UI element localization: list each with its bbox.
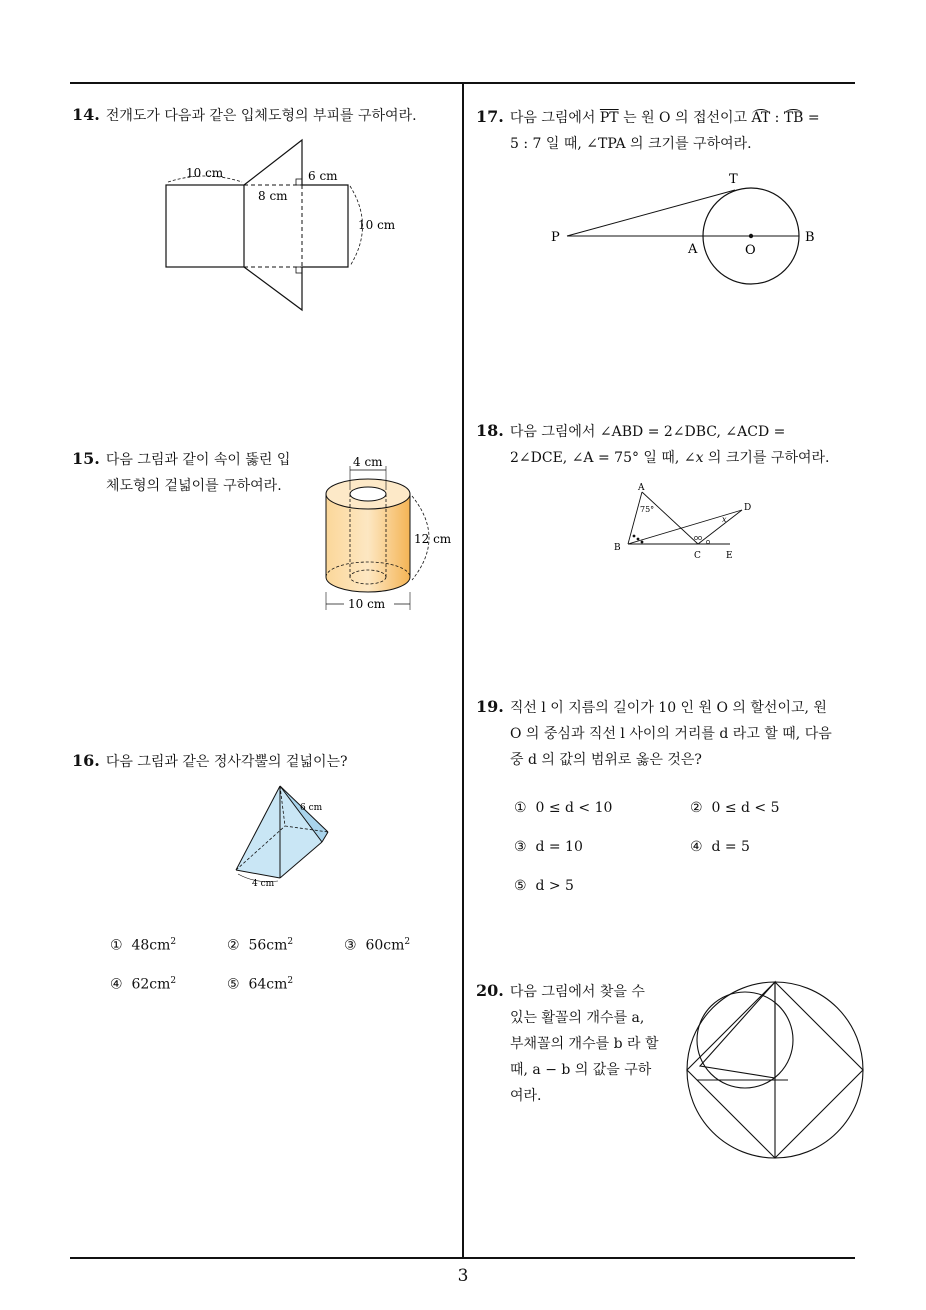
- net-label-right: 6 cm: [308, 169, 338, 183]
- question-text-1a: 다음 그림에서: [509, 110, 600, 126]
- segment-pt: $\overline{PT}$: [599, 110, 619, 126]
- hollow-cylinder-figure: [316, 452, 466, 622]
- triangle-figure: [610, 480, 760, 565]
- tri-label-e: E: [726, 551, 733, 561]
- choice-value: d = 5: [711, 839, 750, 855]
- tri-label-d: D: [744, 503, 752, 513]
- question-text-2: 체도형의 겉넓이를 구하여라.: [106, 478, 282, 494]
- question-text-2b: 의 크기를 구하여라.: [703, 450, 830, 466]
- choice-value: 64cm: [248, 976, 288, 993]
- tangent-pt: [567, 190, 735, 236]
- choice-value: 56cm: [248, 937, 288, 954]
- question-18: [476, 418, 861, 471]
- choice-value: 0 ≤ d < 10: [535, 800, 613, 816]
- choice-mark: ②: [690, 800, 703, 816]
- pyramid-label-edge: 6 cm: [300, 803, 323, 813]
- question-14: [72, 102, 457, 129]
- tri-label-c: C: [694, 551, 701, 561]
- q16-choice-1[interactable]: [110, 937, 176, 954]
- choice-mark: ④: [110, 976, 123, 993]
- question-text-2: 5 : 7 일 때, ∠TPA 의 크기를 구하여라.: [510, 136, 752, 152]
- choice-mark: ⑤: [514, 878, 527, 894]
- question-15: [72, 446, 322, 499]
- tri-angle-a: 75°: [640, 505, 655, 514]
- pyramid-label-base: 4 cm: [252, 879, 275, 889]
- label-a: A: [688, 242, 698, 257]
- tangent-circle-figure: [545, 170, 835, 270]
- column-divider: [462, 82, 464, 1258]
- question-19: [476, 694, 861, 773]
- net-right-rect: [302, 185, 348, 267]
- choice-exponent: 2: [170, 976, 177, 986]
- choice-exponent: 2: [170, 937, 177, 947]
- label-t: T: [729, 172, 738, 187]
- arc-at: AT: [751, 110, 771, 126]
- q19-choice-2[interactable]: [690, 800, 780, 816]
- question-text-1: 다음 그림과 같이 속이 뚫린 입: [105, 452, 291, 468]
- question-number: 15.: [72, 449, 100, 468]
- ratio-colon: :: [770, 110, 784, 126]
- label-o: O: [745, 243, 756, 258]
- question-text: 다음 그림과 같은 정사각뿔의 겉넓이는?: [105, 754, 348, 770]
- choice-exponent: 2: [287, 937, 294, 947]
- question-16: [72, 748, 457, 775]
- choice-value: 60cm: [365, 937, 405, 954]
- question-text-2a: 2∠DCE, ∠A = 75° 일 때, ∠: [510, 450, 696, 466]
- circle-square-figure: [685, 980, 865, 1160]
- q16-choice-5[interactable]: [227, 976, 293, 993]
- q19-choice-1[interactable]: [514, 800, 612, 816]
- question-number: 18.: [476, 421, 504, 440]
- cylinder-hole: [350, 487, 386, 501]
- net-label-mid: 8 cm: [258, 189, 288, 203]
- tri-label-b: B: [614, 543, 621, 553]
- tri-label-a: A: [638, 483, 645, 493]
- choice-value: d > 5: [535, 878, 574, 894]
- question-number: 17.: [476, 107, 504, 126]
- cylinder-label-bottom: 10 cm: [348, 597, 386, 611]
- question-17: [476, 104, 861, 157]
- choice-value: 62cm: [131, 976, 171, 993]
- net-left-rect: [166, 185, 244, 267]
- net-bottom-triangle: [244, 267, 302, 310]
- q19-choice-5[interactable]: [514, 878, 574, 894]
- cylinder-label-top: 4 cm: [353, 455, 383, 469]
- question-text-1: 다음 그림에서 ∠ABD = 2∠DBC, ∠ACD =: [509, 424, 786, 440]
- choice-value: 0 ≤ d < 5: [711, 800, 780, 816]
- label-p: P: [551, 230, 560, 245]
- net-label-height: 10 cm: [358, 218, 396, 232]
- question-text-2: O 의 중심과 직선 l 사이의 거리를 d 라고 할 때, 다음: [510, 726, 832, 742]
- choice-mark: ①: [514, 800, 527, 816]
- question-text-4: 때, a − b 의 값을 구하: [510, 1062, 652, 1078]
- question-number: 16.: [72, 751, 100, 770]
- question-number: 19.: [476, 697, 504, 716]
- q19-choice-4[interactable]: [690, 839, 750, 855]
- choice-mark: ①: [110, 937, 123, 954]
- choice-value: 48cm: [131, 937, 171, 954]
- choice-value: d = 10: [535, 839, 583, 855]
- choice-mark: ⑤: [227, 976, 240, 993]
- choice-mark: ②: [227, 937, 240, 954]
- question-number: 14.: [72, 105, 100, 124]
- choice-exponent: 2: [287, 976, 294, 986]
- page-number: 3: [457, 1266, 469, 1286]
- choice-mark: ③: [514, 839, 527, 855]
- question-text-3: 부채꼴의 개수를 b 라 할: [510, 1036, 659, 1052]
- question-20: [476, 978, 676, 1109]
- bottom-rule: [70, 1257, 855, 1259]
- choice-mark: ④: [690, 839, 703, 855]
- question-number: 20.: [476, 981, 504, 1000]
- var-x: x: [695, 450, 704, 466]
- q16-choice-2[interactable]: [227, 937, 293, 954]
- equals-sign: =: [803, 110, 820, 126]
- square-pyramid-figure: [230, 780, 350, 890]
- question-text-1: 다음 그림에서 찾을 수: [509, 984, 645, 1000]
- cylinder-label-side: 12 cm: [414, 532, 452, 546]
- choice-exponent: 2: [404, 937, 411, 947]
- choice-mark: ③: [344, 937, 357, 954]
- question-text-1: 직선 l 이 지름의 길이가 10 인 원 O 의 할선이고, 원: [509, 700, 827, 716]
- question-text: 전개도가 다음과 같은 입체도형의 부피를 구하여라.: [105, 108, 417, 124]
- net-figure: [150, 130, 440, 320]
- question-text-5: 여라.: [510, 1088, 542, 1104]
- tri-angle-x: x: [722, 515, 727, 524]
- net-top-triangle: [244, 140, 302, 185]
- arc-tb: TB: [783, 110, 804, 126]
- question-text-2: 있는 활꼴의 개수를 a,: [510, 1010, 645, 1026]
- q16-choice-4[interactable]: [110, 976, 176, 993]
- question-text-3: 중 d 의 값의 범위로 옳은 것은?: [510, 752, 702, 768]
- net-label-top: 10 cm: [186, 166, 224, 180]
- q19-choice-3[interactable]: [514, 839, 583, 855]
- question-text-1b: 는 원 O 의 접선이고: [618, 110, 752, 126]
- q16-choice-3[interactable]: [344, 937, 410, 954]
- label-b: B: [805, 230, 815, 245]
